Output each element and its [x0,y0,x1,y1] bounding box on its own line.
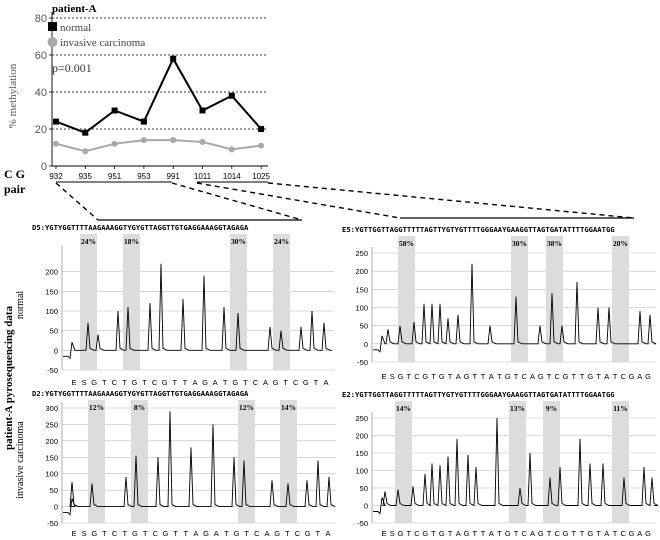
dispensation-letter: G [203,529,210,538]
dispensation-letter: T [122,529,128,538]
dispensation-letter: G [132,529,138,538]
panel-y-tick-label: 250 [45,420,58,430]
dispensation-letter: T [472,529,478,538]
highlight-band [612,401,629,523]
panel-y-tick-label: 100 [355,466,368,476]
data-point-normal [200,108,206,114]
p-value-annotation: p=0.001 [52,61,92,75]
dispensation-letter: T [612,529,618,538]
dispensation-letter: T [480,372,486,381]
dispensation-letter: T [612,372,618,381]
dispensation-letter: T [406,529,412,538]
dispensation-letter: T [431,372,436,381]
dispensation-letter: T [447,529,453,538]
x-tick-label: 951 [107,172,122,181]
dispensation-letter: G [233,529,240,538]
highlight-percent-label: 20% [613,239,628,248]
panel-sequence-label: D2:YGTYGGTTTTAAGAAAGGTYGYGTTAGGTTGTGAGGAAAGGTAGAGA [32,389,249,398]
dispensation-letter: G [628,529,635,538]
dispensation-letter: G [232,378,239,387]
panel-y-tick-label: 200 [45,436,58,446]
highlight-percent-label: 12% [89,403,104,412]
dispensation-letter: G [91,378,98,387]
x-tick-label: 1025 [252,172,270,181]
dispensation-letter: A [192,378,198,387]
highlight-band [511,236,528,362]
panel-y-tick-label: 100 [45,469,58,479]
dispensation-letter: A [488,372,494,381]
dispensation-letter: A [637,372,643,381]
panel-y-tick-label: 300 [45,404,58,413]
chart-title: patient-A [52,3,97,15]
highlight-band [131,400,148,523]
highlight-band [612,236,629,362]
dispensation-letter: G [162,529,169,538]
panel-y-tick-label: 100 [45,307,58,316]
dispensation-letter: C [620,372,626,381]
dispensation-letter: T [497,372,502,381]
panel-y-tick-label: -50 [357,358,368,367]
dispensation-letter: T [513,529,519,538]
highlight-percent-label: 30% [512,239,527,248]
panel-y-tick-label: -50 [47,366,58,375]
x-tick-label: 953 [137,172,151,181]
panel-sequence-label: E2:YGTTGGTTAGGTTTTTAGTTYGTYGTTTTGGGAAYGAAGGTTAGTGATATTTTGGAATGG [342,390,615,399]
highlight-percent-label: 13% [510,404,525,413]
dispensation-letter: G [202,378,208,387]
panel-y-tick-label: 200 [355,431,368,441]
dispensation-letter: C [151,378,158,387]
dispensation-letter: E [71,378,77,387]
dispensation-letter: T [285,529,290,538]
dispensation-letter: A [637,529,643,538]
dispensation-letter: G [562,372,569,381]
side-label-normal: normal [15,290,26,320]
highlight-band [123,234,140,370]
connector-lines [56,183,634,220]
y-tick-label: 60 [34,50,47,62]
dispensation-letter: G [91,529,98,538]
dispensation-letter: T [447,372,453,381]
dispensation-letter: T [222,378,228,387]
dispensation-letter: C [414,372,420,381]
panel-y-tick-label: 250 [355,249,368,258]
highlight-percent-label: 11% [613,404,628,413]
y-axis-label: % methylation [7,63,19,129]
dispensation-letter: C [554,372,560,381]
highlight-percent-label: 18% [124,237,139,246]
dispensation-letter: S [389,529,395,538]
panel-y-tick-label: 250 [355,414,368,423]
dispensation-letter: G [587,529,594,538]
dispensation-letter: A [604,372,610,381]
y-tick-label: 40 [34,87,47,99]
dispensation-letter: G [397,529,404,538]
panel-y-tick-label: 150 [45,453,58,463]
panel-y-tick-label: 0 [363,339,368,349]
dispensation-letter: G [161,378,168,387]
data-point-normal [141,119,147,125]
dispensation-letter: C [293,378,299,387]
dispensation-letter: C [152,529,158,538]
dispensation-letter: A [323,378,329,387]
dispensation-letter: A [193,529,199,538]
highlight-band [230,234,247,370]
highlight-percent-label: 38% [547,239,562,248]
dispensation-letter: C [554,529,560,538]
dispensation-letter: E [381,529,387,538]
dashed-connector [172,183,302,220]
dispensation-letter: C [414,529,420,538]
dispensation-letter: C [252,378,259,387]
dispensation-letter: G [422,372,429,381]
dispensation-letter: T [546,529,552,538]
dispensation-letter: T [183,529,189,538]
dispensation-letter: G [274,529,281,538]
dispensation-letter: E [381,372,387,381]
data-point-invasive [141,137,147,143]
panel-y-tick-label: 50 [359,321,368,331]
highlight-band [543,401,560,523]
dispensation-letter: G [628,372,635,381]
dispensation-letter: C [521,372,527,381]
dispensation-letter: G [302,378,309,387]
highlight-percent-label: 14% [281,403,296,412]
dispensation-letter: G [537,372,544,381]
x-tick-label: 1014 [222,172,241,181]
dispensation-letter: T [497,529,502,538]
highlight-percent-label: 58% [399,239,414,248]
dispensation-letter: C [254,529,260,538]
dispensation-letter: G [463,372,470,381]
dispensation-letter: A [263,378,269,387]
panel-y-tick-label: -50 [47,519,58,528]
panel-y-tick-label: 150 [355,449,368,458]
dispensation-letter: A [604,529,610,538]
highlight-percent-label: 24% [81,237,96,246]
panel-sequence-label: E5:YGTTGGTTAGGTTTTTAGTTYGTYGTTTTGGGAAYGAAGGTTAGTGATATTTTGGAATGG [342,225,615,234]
dispensation-letter: A [212,378,218,387]
dispensation-letter: G [504,372,511,381]
panel-y-tick-label: -50 [357,519,368,528]
dispensation-letter: C [620,529,626,538]
dispensation-letter: T [546,372,552,381]
dispensation-letter: T [472,372,478,381]
x-axis-label: C G [4,167,25,181]
highlight-percent-label: 8% [133,403,146,412]
panel-y-tick-label: 150 [355,285,368,295]
data-point-normal [112,108,118,114]
data-point-normal [229,93,235,99]
dispensation-letter: S [389,372,395,381]
dispensation-letter: T [571,529,577,538]
legend-marker-invasive [48,37,58,47]
highlight-band [280,400,297,523]
dispensation-letter: T [480,529,486,538]
dispensation-letter: C [111,529,118,538]
dispensation-letter: G [304,529,311,538]
side-label-invasive: invasive carcinoma [15,421,26,499]
dispensation-letter: C [294,529,301,538]
data-point-normal [170,56,176,62]
dispensation-letter: T [172,378,178,387]
highlight-percent-label: 30% [231,237,246,246]
dispensation-letter: A [529,529,536,538]
dispensation-letter: T [596,529,601,538]
pyrogram-panel [342,390,658,538]
data-point-normal [53,119,59,125]
pyrogram-panel [32,223,334,387]
dispensation-letter: C [521,529,527,538]
dispensation-letter: A [325,529,331,538]
legend-marker-normal [48,22,57,31]
dispensation-letter: T [313,378,319,387]
dispensation-letter: A [264,529,270,538]
dispensation-letter: T [122,378,127,387]
data-point-invasive [112,141,118,147]
dispensation-letter: T [513,372,519,381]
methylation-line-chart [4,3,271,196]
dispensation-letter: T [283,378,288,387]
panel-y-tick-label: 50 [49,326,58,336]
dispensation-letter: A [455,372,461,381]
legend-label-normal: normal [60,22,92,34]
dispensation-letter: G [645,529,651,538]
dispensation-letter: G [438,529,445,538]
y-tick-label: 0 [40,161,47,173]
dispensation-letter: T [244,529,250,538]
dispensation-letter: G [645,372,651,381]
dispensation-letter: C [111,378,118,387]
dispensation-letter: S [81,378,87,387]
data-point-normal [258,126,264,132]
panel-y-tick-label: 150 [45,287,58,297]
dispensation-letter: T [596,372,601,381]
dispensation-letter: T [102,529,107,538]
x-tick-label: 932 [49,172,63,181]
dispensation-letter: G [504,529,511,538]
pyrogram-panels [32,223,658,538]
dispensation-letter: T [315,529,321,538]
data-point-invasive [53,141,59,147]
dispensation-letter: T [142,378,147,387]
dashed-connector [268,183,634,218]
highlight-percent-label: 14% [396,404,411,413]
dispensation-letter: G [397,372,404,381]
highlight-band [395,401,412,523]
dispensation-letter: G [422,529,429,538]
panel-y-tick-label: 50 [359,484,368,493]
panel-y-tick-label: 0 [53,502,58,512]
dispensation-letter: A [455,529,461,538]
dispensation-letter: G [463,529,470,538]
dispensation-letter: T [243,378,248,387]
dispensation-letter: T [142,529,148,538]
panel-y-tick-label: 0 [363,501,368,511]
panel-y-tick-label: 0 [53,346,58,356]
x-tick-label: 991 [166,172,180,181]
dashed-connector [56,183,98,220]
panel-y-tick-label: 50 [49,486,58,496]
data-point-invasive [200,139,206,145]
highlight-band [273,234,290,370]
dispensation-letter: A [488,529,494,538]
pyrogram-panel [32,389,336,538]
data-point-normal [82,130,88,136]
x-tick-label: 1011 [193,172,212,181]
dispensation-letter: G [438,372,445,381]
dispensation-letter: T [431,529,436,538]
y-tick-label: 20 [34,124,47,136]
x-axis-label-pair: pair [4,182,26,196]
data-point-invasive [258,143,264,149]
highlight-band [80,234,97,370]
dispensation-letter: G [562,529,569,538]
highlight-percent-label: 9% [545,404,558,413]
dispensation-letter: G [587,372,594,381]
dispensation-letter: T [173,529,178,538]
dispensation-letter: E [71,529,77,538]
data-point-invasive [229,146,235,152]
x-tick-label: 935 [78,172,92,181]
dispensation-letter: S [81,529,87,538]
dispensation-letter: A [529,372,536,381]
legend-label-invasive: invasive carcinoma [60,37,146,49]
dashed-connector [197,183,400,218]
dispensation-letter: T [101,378,107,387]
dispensation-letter: G [537,529,544,538]
dispensation-letter: T [182,378,188,387]
panel-y-tick-label: 200 [355,267,368,277]
highlight-percent-label: 12% [239,403,254,412]
panel-y-tick-label: 100 [355,303,368,313]
side-label: patient-A pyrosequencing data [3,305,15,451]
dispensation-letter: T [406,372,412,381]
dispensation-letter: G [272,378,279,387]
data-point-invasive [82,148,88,154]
pyrogram-panel [342,225,656,381]
dispensation-letter: T [224,529,229,538]
dispensation-letter: T [579,372,585,381]
y-tick-label: 80 [34,13,47,25]
data-point-invasive [170,137,176,143]
panel-sequence-label: D5:YGTYGGTTTTAAGAAAGGTYGYGTTAGGTTGTGAGGAAAGGTAGAGA [32,223,249,232]
dispensation-letter: A [213,529,219,538]
dispensation-letter: T [571,372,577,381]
highlight-percent-label: 24% [274,237,289,246]
dispensation-letter: T [579,529,585,538]
dispensation-letter: G [131,378,138,387]
panel-y-tick-label: 200 [45,267,58,277]
